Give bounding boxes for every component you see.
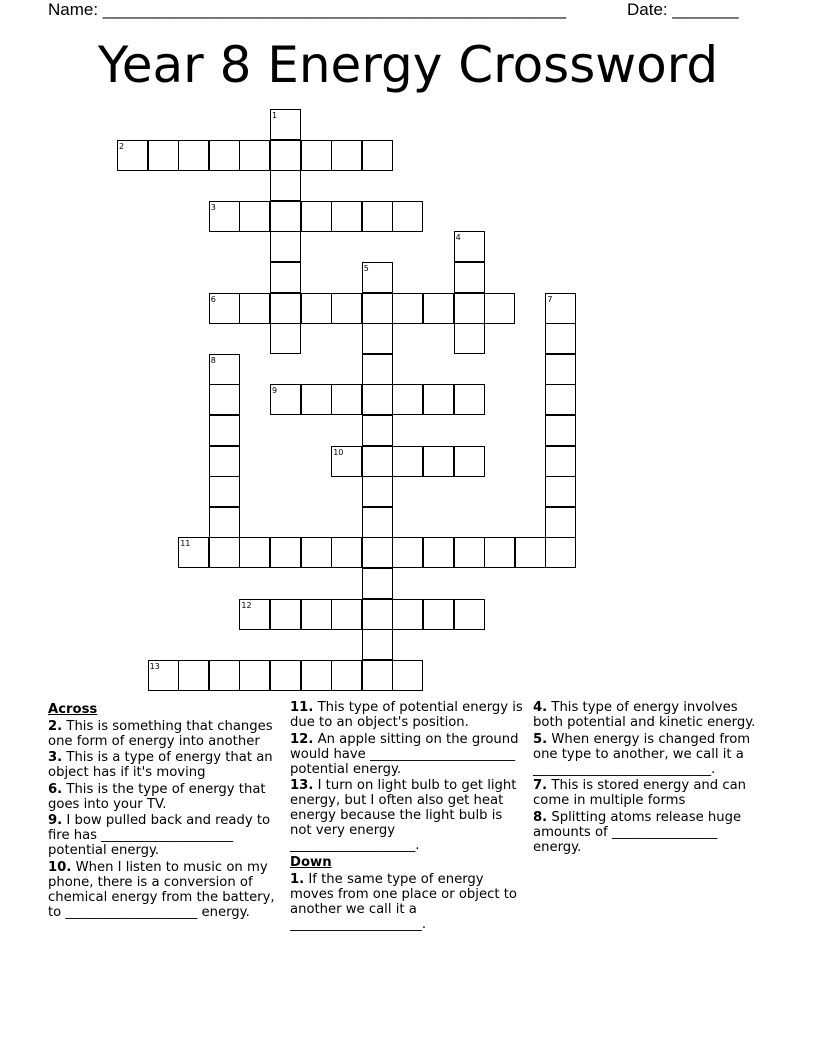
clue-across-2	[48, 719, 284, 749]
clue-down-1	[290, 872, 526, 932]
crossword-cell[interactable]	[392, 293, 423, 324]
crossword-cell[interactable]	[454, 262, 485, 293]
crossword-cell[interactable]	[209, 140, 240, 171]
clue-number: 11.	[290, 700, 314, 715]
crossword-cell[interactable]	[301, 384, 332, 415]
clue-across-3	[48, 750, 284, 780]
crossword-cell[interactable]	[239, 660, 270, 691]
crossword-cell[interactable]	[362, 384, 393, 415]
clue-text: This is something that changes one form of energy into another	[48, 718, 273, 749]
clue-down-4	[533, 700, 769, 730]
clue-across-11	[290, 700, 526, 730]
crossword-cell[interactable]	[362, 629, 393, 660]
crossword-cell[interactable]	[484, 537, 515, 568]
crossword-cell[interactable]	[423, 599, 454, 630]
crossword-cell[interactable]	[209, 660, 240, 691]
crossword-cell[interactable]	[270, 323, 301, 354]
crossword-cell[interactable]	[545, 415, 576, 446]
clue-down-8	[533, 810, 769, 855]
date-line: Date: _______	[627, 0, 739, 19]
clue-text: This is a type of energy that an object has if it's moving	[48, 750, 273, 780]
crossword-cell[interactable]	[270, 262, 301, 293]
clues-column-1	[48, 700, 284, 920]
crossword-cell[interactable]	[545, 476, 576, 507]
crossword-cell[interactable]	[423, 293, 454, 324]
clue-across-13	[290, 778, 526, 853]
crossword-cell[interactable]	[270, 537, 301, 568]
across-heading: Across	[48, 702, 98, 717]
clue-number: 7.	[533, 778, 548, 793]
crossword-cell[interactable]	[270, 170, 301, 201]
crossword-cell[interactable]	[331, 384, 362, 415]
clue-text: I turn on light bulb to get light energy, but I often also get heat energy because the light bulb is not very energy ___________________.	[290, 778, 517, 853]
crossword-cell[interactable]	[270, 231, 301, 262]
crossword-cell[interactable]	[423, 446, 454, 477]
clue-text: If the same type of energy moves from one place or object to another we call it a ____________________.	[290, 871, 517, 932]
crossword-cell[interactable]	[392, 537, 423, 568]
cell-number: 3	[210, 202, 216, 212]
clue-number: 9.	[48, 813, 63, 828]
crossword-cell[interactable]	[301, 201, 332, 232]
clue-text: This type of potential energy is due to an object's position.	[290, 700, 523, 730]
crossword-cell[interactable]	[148, 140, 179, 171]
crossword-cell[interactable]	[270, 140, 301, 171]
clue-number: 2.	[48, 718, 63, 734]
crossword-cell[interactable]	[392, 660, 423, 691]
cell-number: 4	[455, 233, 461, 243]
crossword-cell[interactable]	[545, 537, 576, 568]
clues-column-3	[533, 700, 769, 855]
crossword-cell[interactable]	[392, 599, 423, 630]
crossword-cell[interactable]	[545, 354, 576, 385]
crossword-cell[interactable]	[209, 415, 240, 446]
clue-number: 12.	[290, 731, 314, 747]
crossword-cell[interactable]	[454, 599, 485, 630]
crossword-cell[interactable]	[331, 201, 362, 232]
crossword-cell[interactable]	[301, 599, 332, 630]
crossword-cell[interactable]	[239, 293, 270, 324]
crossword-cell[interactable]	[362, 476, 393, 507]
crossword-cell[interactable]	[545, 323, 576, 354]
crossword-cell[interactable]	[423, 537, 454, 568]
crossword-cell[interactable]	[362, 201, 393, 232]
clue-across-10	[48, 860, 284, 920]
crossword-cell[interactable]	[362, 568, 393, 599]
cell-number: 12	[241, 600, 252, 610]
clues-column-2	[290, 700, 526, 932]
clue-number: 10.	[48, 859, 72, 875]
crossword-cell[interactable]	[362, 293, 393, 324]
crossword-cell[interactable]	[270, 660, 301, 691]
clue-number: 4.	[533, 700, 548, 715]
clue-text: When energy is changed from one type to another, we call it a ___________________________.	[533, 731, 751, 777]
crossword-cell[interactable]	[454, 323, 485, 354]
crossword-cell[interactable]	[392, 384, 423, 415]
crossword-cell[interactable]	[545, 384, 576, 415]
cell-number: 5	[363, 264, 369, 273]
crossword-cell[interactable]	[392, 201, 423, 232]
crossword-cell[interactable]	[270, 201, 301, 232]
crossword-cell[interactable]	[454, 293, 485, 324]
crossword-cell[interactable]	[239, 537, 270, 568]
crossword-cell[interactable]	[484, 293, 515, 324]
crossword-cell[interactable]	[454, 537, 485, 568]
crossword-cell[interactable]	[301, 293, 332, 324]
crossword-cell[interactable]	[301, 140, 332, 171]
crossword-cell[interactable]	[392, 446, 423, 477]
clue-text: I bow pulled back and ready to fire has ____________________ potential energy.	[48, 813, 271, 858]
cell-number: 11	[180, 539, 191, 549]
clue-number: 13.	[290, 778, 314, 793]
crossword-cell[interactable]	[454, 384, 485, 415]
cell-number: 13	[149, 661, 160, 671]
clue-text: This type of energy involves both potential and kinetic energy.	[533, 700, 756, 730]
cell-number: 2	[119, 141, 125, 151]
crossword-cell[interactable]	[270, 293, 301, 324]
crossword-cell[interactable]	[331, 537, 362, 568]
crossword-cell[interactable]	[362, 415, 393, 446]
crossword-cell[interactable]	[454, 446, 485, 477]
crossword-cell[interactable]	[362, 660, 393, 691]
crossword-cell[interactable]	[178, 140, 209, 171]
clue-across-9	[48, 813, 284, 858]
down-heading: Down	[290, 855, 332, 870]
clue-text: This is stored energy and can come in multiple forms	[533, 778, 747, 808]
cell-number: 1	[272, 111, 278, 120]
clue-text: This is the type of energy that goes into your TV.	[48, 781, 266, 812]
crossword-cell[interactable]	[301, 537, 332, 568]
crossword-cell[interactable]	[331, 140, 362, 171]
clue-text: Splitting atoms release huge amounts of ________________ energy.	[533, 809, 742, 855]
cell-number: 8	[210, 355, 216, 365]
clue-number: 1.	[290, 871, 305, 887]
name-line: Name: _________________________________________________	[48, 0, 567, 19]
clue-down-7	[533, 778, 769, 808]
crossword-cell[interactable]	[545, 446, 576, 477]
clue-number: 3.	[48, 750, 63, 765]
crossword-cell[interactable]	[362, 354, 393, 385]
cell-number: 7	[547, 294, 553, 304]
clue-number: 8.	[533, 809, 548, 825]
crossword-cell[interactable]	[301, 660, 332, 691]
crossword-cell[interactable]	[209, 446, 240, 477]
crossword-cell[interactable]	[270, 599, 301, 630]
cell-number: 10	[333, 447, 344, 457]
clue-number: 5.	[533, 731, 548, 747]
crossword-cell[interactable]	[362, 537, 393, 568]
clue-number: 6.	[48, 781, 63, 797]
crossword-cell[interactable]	[239, 140, 270, 171]
crossword-cell[interactable]	[239, 201, 270, 232]
crossword-cell[interactable]	[331, 660, 362, 691]
crossword-cell[interactable]	[209, 384, 240, 415]
crossword-cell[interactable]	[331, 293, 362, 324]
crossword-cell[interactable]	[362, 446, 393, 477]
crossword-cell[interactable]	[362, 599, 393, 630]
clue-text: When I listen to music on my phone, there is a conversion of chemical energy from the battery, to ____________________ energy.	[48, 859, 275, 920]
cell-number: 6	[210, 294, 216, 304]
clue-across-6	[48, 782, 284, 812]
page-title: Year 8 Energy Crossword	[97, 36, 719, 94]
crossword-cell[interactable]	[423, 384, 454, 415]
clue-text: An apple sitting on the ground would have ______________________ potential energy.	[290, 731, 519, 777]
crossword-cell[interactable]	[331, 599, 362, 630]
crossword-cell[interactable]	[209, 507, 240, 538]
clue-across-12	[290, 732, 526, 777]
crossword-cell[interactable]	[515, 537, 546, 568]
crossword-cell[interactable]	[545, 507, 576, 538]
crossword-cell[interactable]	[209, 476, 240, 507]
crossword-cell[interactable]	[362, 323, 393, 354]
crossword-cell[interactable]	[178, 660, 209, 691]
crossword-cell[interactable]	[362, 140, 393, 171]
crossword-cell[interactable]	[362, 507, 393, 538]
cell-number: 9	[272, 386, 278, 396]
crossword-cell[interactable]	[209, 537, 240, 568]
clue-down-5	[533, 732, 769, 777]
